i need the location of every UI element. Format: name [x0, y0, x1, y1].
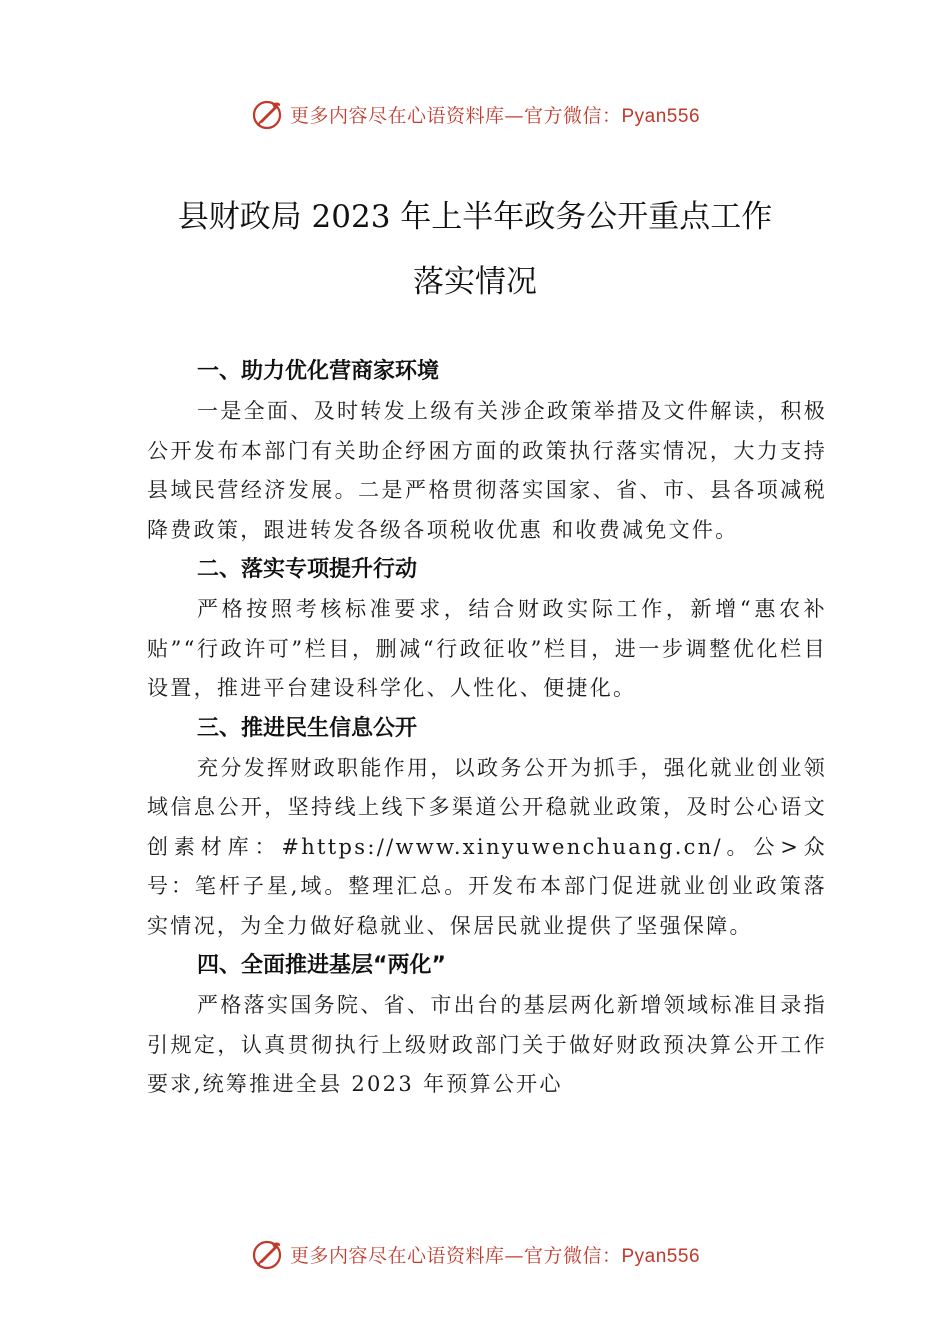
watermark-wechat-id: Pyan556	[621, 1245, 701, 1267]
watermark-header	[0, 92, 950, 136]
section-heading: 一、助力优化营商家环境	[197, 359, 440, 384]
section-grassroots-two	[147, 946, 827, 1105]
section-heading: 三、推进民生信息公开	[197, 715, 418, 741]
section-paragraph: 充分发挥财政职能作用，以政务公开为抓手，强化就业创业领域信息公开，坚持线上线下多渠道公开稳就业政策，及时公心语文创素材库：#https://www.xinyuwenchuang.cn/。公>众号：笔杆子星,域。整理汇总。开发布本部门促进就业创业政策落实情况，为全力做好稳就业、保居民就业提供了坚强保障。	[147, 755, 827, 938]
watermark-wechat-id: Pyan556	[621, 105, 701, 127]
watermark-label: 更多内容尽在心语资料库—官方微信：	[289, 1244, 622, 1267]
section-heading: 四、全面推进基层“两化”	[197, 953, 446, 978]
section-heading: 二、落实专项提升行动	[197, 557, 418, 582]
quill-seal-icon	[250, 1237, 284, 1271]
section-special-upgrade	[147, 550, 827, 709]
document-title-line-1: 县财政局 2023 年上半年政务公开重点工作	[177, 199, 773, 235]
section-paragraph: 严格按照考核标准要求，结合财政实际工作，新增“惠农补贴”“行政许可”栏目，删减“行政征收”栏目，进一步调整优化栏目设置，推进平台建设科学化、人性化、便捷化。	[147, 597, 827, 700]
document-title-line-2: 落实情况	[413, 264, 537, 300]
section-paragraph: 严格落实国务院、省、市出台的基层两化新增领域标准目录指引规定，认真贯彻执行上级财政部门关于做好财政预决算公开工作要求,统筹推进全县 2023 年预算公开心	[147, 993, 827, 1096]
watermark-label: 更多内容尽在心语资料库—官方微信：	[289, 104, 622, 127]
section-paragraph: 一是全面、及时转发上级有关涉企政策举措及文件解读，积极公开发布本部门有关助企纾困方面的政策执行落实情况，大力支持县域民营经济发展。二是严格贯彻落实国家、省、市、县各项减税降费政策，跟进转发各级各项税收优惠 和收费减免文件。	[147, 399, 827, 542]
watermark-text	[290, 1241, 700, 1268]
watermark-footer	[0, 1232, 950, 1276]
section-business-environment	[147, 352, 827, 550]
section-livelihood-disclosure	[147, 709, 827, 947]
document-body	[147, 352, 827, 1105]
watermark-text	[290, 101, 700, 128]
quill-seal-icon	[250, 97, 284, 131]
